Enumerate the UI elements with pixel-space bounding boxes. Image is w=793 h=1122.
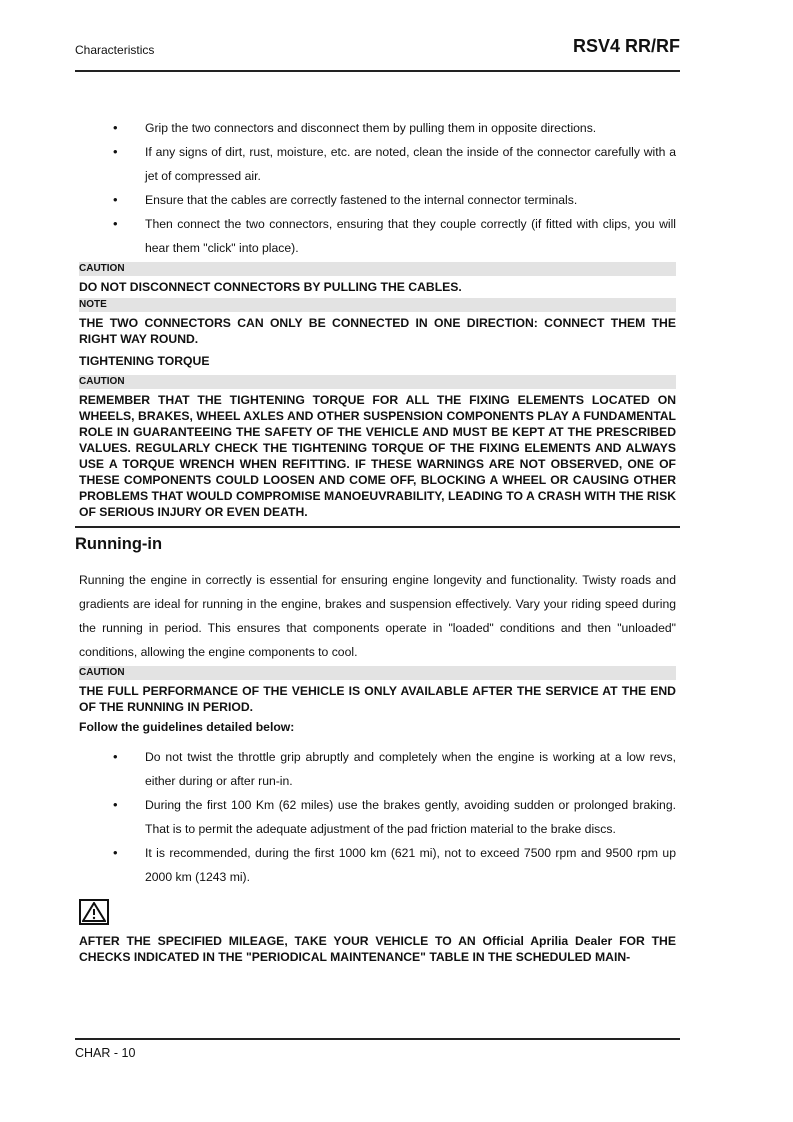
- list-item: • Grip the two connectors and disconnect them by pulling them in opposite directions.: [113, 120, 597, 135]
- page-header: [75, 36, 680, 72]
- list-item: • It is recommended, during the first 1000 km (621 mi), not to exceed 7500 rpm and 9500 rpm up 2000 km (1243 mi).: [113, 845, 676, 884]
- connector-steps-list: [79, 116, 676, 260]
- caution-text: DO NOT DISCONNECT CONNECTORS BY PULLING THE CABLES.: [79, 280, 462, 294]
- list-item: • Do not twist the throttle grip abruptly and completely when the engine is working at a low revs, either during or after run-in.: [113, 749, 676, 788]
- final-warning-text: AFTER THE SPECIFIED MILEAGE, TAKE YOUR VEHICLE TO AN Official Aprilia Dealer FOR THE CHECKS INDICATED IN THE "PERIODICAL MAINTENANCE" TABLE IN THE SCHEDULED MAIN-: [79, 934, 676, 964]
- list-item: • During the first 100 Km (62 miles) use the brakes gently, avoiding sudden or prolonged braking. That is to permit the adequate adjustment of the pad friction material to the brake discs.: [113, 797, 676, 836]
- list-item: • Then connect the two connectors, ensuring that they couple correctly (if fitted with clips, you will hear them "click" into place).: [113, 216, 676, 255]
- caution-label: CAUTION: [79, 262, 676, 276]
- caution-text: THE FULL PERFORMANCE OF THE VEHICLE IS ONLY AVAILABLE AFTER THE SERVICE AT THE END OF THE RUNNING IN PERIOD.: [79, 684, 676, 714]
- caution-label: CAUTION: [79, 666, 676, 680]
- section-name: Characteristics: [75, 43, 155, 57]
- model-name: RSV4 RR/RF: [572, 36, 680, 56]
- list-item: • Ensure that the cables are correctly fastened to the internal connector terminals.: [113, 192, 578, 207]
- page-footer: [75, 1038, 680, 1060]
- guidelines-heading: Follow the guidelines detailed below:: [79, 720, 295, 734]
- guidelines-list: [79, 745, 676, 889]
- list-item: • If any signs of dirt, rust, moisture, etc. are noted, clean the inside of the connector carefully with a jet of compressed air.: [113, 144, 676, 183]
- torque-heading: TIGHTENING TORQUE: [79, 354, 210, 368]
- warning-triangle-icon: [79, 899, 109, 925]
- caution-text: REMEMBER THAT THE TIGHTENING TORQUE FOR ALL THE FIXING ELEMENTS LOCATED ON WHEELS, BRAKES, WHEEL AXLES AND OTHER SUSPENSION COMPONENTS PLAY A FUNDAMENTAL ROLE IN GUARANTEEING THE SAFETY OF THE VEHICLE AND MUST BE KEPT AT THE PRESCRIBED VALUES. REGULARLY CHECK THE TIGHTENING TORQUE OF THE FIXING ELEMENTS AND ALWAYS USE A TORQUE WRENCH WHEN REFITTING. IF THESE WARNINGS ARE NOT OBSERVED, ONE OF THESE COMPONENTS COULD LOOSEN AND COME OFF, BLOCKING A WHEEL OR CAUSING OTHER PROBLEMS THAT WOULD COMPROMISE MANOEUVRABILITY, LEADING TO A CRASH WITH THE RISK OF SERIOUS INJURY OR EVEN DEATH.: [79, 393, 676, 519]
- page-content: [75, 116, 676, 965]
- section-title: Running-in: [75, 535, 163, 553]
- page-number: CHAR - 10: [75, 1046, 136, 1060]
- note-text: THE TWO CONNECTORS CAN ONLY BE CONNECTED IN ONE DIRECTION: CONNECT THEM THE RIGHT WAY ROUND.: [79, 316, 676, 346]
- section-divider: [75, 526, 680, 528]
- note-label: NOTE: [79, 298, 676, 312]
- caution-label: CAUTION: [79, 375, 676, 389]
- running-in-paragraph: Running the engine in correctly is essential for ensuring engine longevity and functionality. Twisty roads and gradients are ideal for running in the engine, brakes and suspension effectively. Vary your riding speed during the running in period. This ensures that components operate in "loaded" conditions and then "unloaded" conditions, allowing the engine components to cool.: [79, 573, 676, 659]
